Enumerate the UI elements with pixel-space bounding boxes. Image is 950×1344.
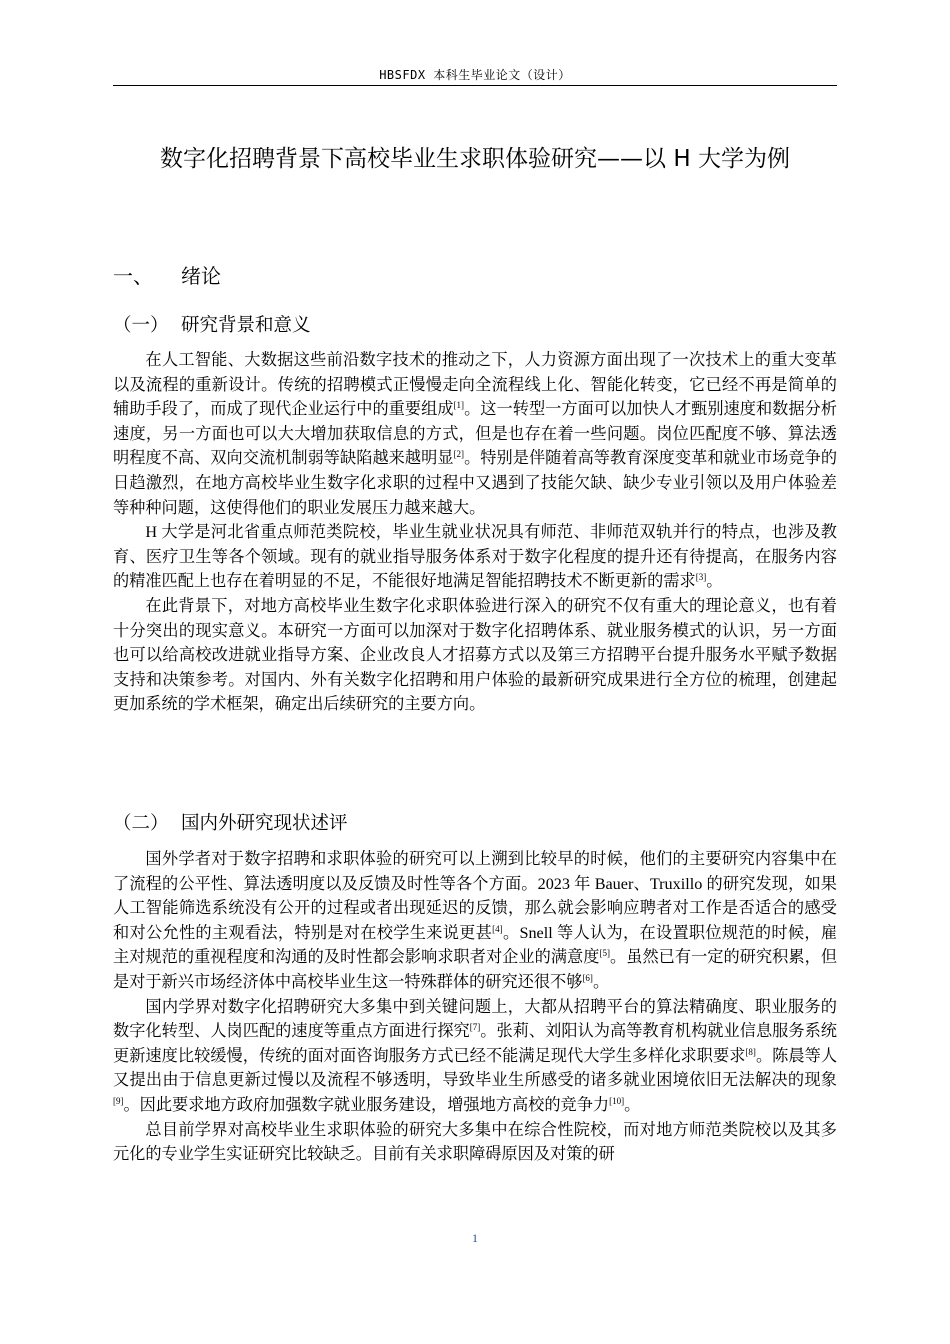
subsection-1-body: [113, 348, 837, 717]
text-run: 。这一转型一方面可以加快人才甄别速度和数据分析速度，另一方面也可以大大增加获取信息的方式，但是也存在着一些问题。岗位匹配度不够、算法透明程度不高、双向交流机制弱等缺陷越来越明显: [113, 400, 838, 468]
text-run: 在人工智能、大数据这些前沿数字技术的推动之下，人力资源方面出现了一次技术上的重大变革以及流程的重新设计。传统的招聘模式正慢慢走向全流程线上化、智能化转变，它已经不再是简单的辅助手段了，而成了现代企业运行中的重要组成: [113, 351, 837, 419]
paragraph: [113, 348, 837, 520]
text-run: 。: [592, 972, 610, 991]
page-header: HBSFDX 本科生毕业论文（设计）: [379, 68, 571, 82]
citation-ref: [9]: [113, 1095, 124, 1106]
section-title: 绪论: [181, 264, 221, 288]
subsection-number: （二）: [113, 813, 169, 834]
citation-ref: [5]: [599, 948, 610, 959]
citation-ref: [7]: [469, 1022, 481, 1033]
subsection-heading-2: [113, 811, 837, 837]
text-run: 。陈晨等人又提出由于信息更新过慢以及流程不够透明，导致毕业生所感受的诸多就业困境依旧无法解决的现象: [113, 1046, 838, 1090]
section-number: 一、: [113, 264, 153, 288]
text-run: 。虽然已有一定的研究积累，但是对于新兴市场经济体中高校毕业生这一特殊群体的研究还很不够: [113, 948, 838, 991]
paragraph: [113, 995, 837, 1118]
section-heading-1: [113, 262, 837, 290]
paragraph: [113, 594, 837, 717]
citation-ref: [2]: [453, 449, 465, 460]
citation-ref: [3]: [695, 572, 707, 583]
text-run: 。特别是伴随着高等教育深度变革和就业市场竞争的日趋激烈，在地方高校毕业生数字化求职的过程中又遇到了技能欠缺、缺少专业引领以及用户体验差等种种问题，这使得他们的职业发展压力越来越大。: [113, 449, 838, 517]
text-run: 在此背景下，对地方高校毕业生数字化求职体验进行深入的研究不仅有重大的理论意义，也有着十分突出的现实意义。本研究一方面可以加深对于数字化招聘体系、就业服务模式的认识，另一方面也可以给高校改进就业指导方案、企业改良人才招募方式以及第三方招聘平台提升服务水平赋予数据支持和决策参考。对国内、外有关数字化招聘和用户体验的最新研究成果进行全方位的梳理，创建起更加系统的学术框架，确定出后续研究的主要方向。: [113, 596, 837, 714]
page-number: 1: [472, 1231, 478, 1245]
subsection-2-body: [113, 847, 837, 1167]
paragraph: [113, 520, 837, 594]
paragraph: [113, 847, 837, 995]
citation-ref: [6]: [582, 972, 593, 983]
citation-ref: [1]: [453, 400, 465, 411]
subsection-heading-1: [113, 313, 837, 339]
document-title: 数字化招聘背景下高校毕业生求职体验研究——以 H 大学为例: [160, 146, 790, 172]
text-run: 总目前学界对高校毕业生求职体验的研究大多集中在综合性院校，而对地方师范类院校以及其多元化的专业学生实证研究比较缺乏。目前有关求职障碍原因及对策的研: [113, 1120, 837, 1164]
citation-ref: [8]: [745, 1046, 756, 1057]
subsection-number: （一）: [113, 315, 169, 336]
text-run: 国外学者对于数字招聘和求职体验的研究可以上溯到比较早的时候，他们的主要研究内容集中在了流程的公平性、算法透明度以及反馈及时性等各个方面。2023 年 Bauer、Truxillo 的研究发现，如果人工智能筛选系统没有公开的过程或者出现延迟的反馈，那么就会影响应聘者对工作是否适合的感受和对公允性的主观看法，特别是对在校学生来说更甚: [113, 850, 837, 942]
citation-ref: [10]: [609, 1095, 625, 1106]
subsection-title: 国内外研究现状述评: [181, 813, 348, 834]
text-run: 。因此要求地方政府加强数字就业服务建设，增强地方高校的竞争力: [123, 1095, 610, 1114]
header-rule: [113, 85, 837, 86]
text-run: 。Snell 等人认为，在设置职位规范的时候，雇主对规范的重视程度和沟通的及时性都会影响求职者对企业的满意度: [113, 923, 838, 967]
text-run: 国内学界对数字化招聘研究大多集中到关键问题上，大都从招聘平台的算法精确度、职业服务的数字化转型、人岗匹配的速度等重点方面进行探究: [113, 997, 837, 1041]
text-run: 。张莉、刘阳认为高等教育机构就业信息服务系统更新速度比较缓慢，传统的面对面咨询服务方式已经不能满足现代大学生多样化求职要求: [113, 1022, 837, 1065]
paragraph: [113, 1118, 837, 1167]
text-run: H 大学是河北省重点师范类院校，毕业生就业状况具有师范、非师范双轨并行的特点，也涉及教育、医疗卫生等各个领域。现有的就业指导服务体系对于数字化程度的提升还有待提高，在服务内容的精准匹配上也存在着明显的不足，不能很好地满足智能招聘技术不断更新的需求: [113, 523, 837, 591]
text-run: 。: [706, 572, 723, 591]
citation-ref: [4]: [492, 923, 503, 934]
text-run: 。: [624, 1095, 641, 1114]
subsection-title: 研究背景和意义: [181, 315, 311, 336]
